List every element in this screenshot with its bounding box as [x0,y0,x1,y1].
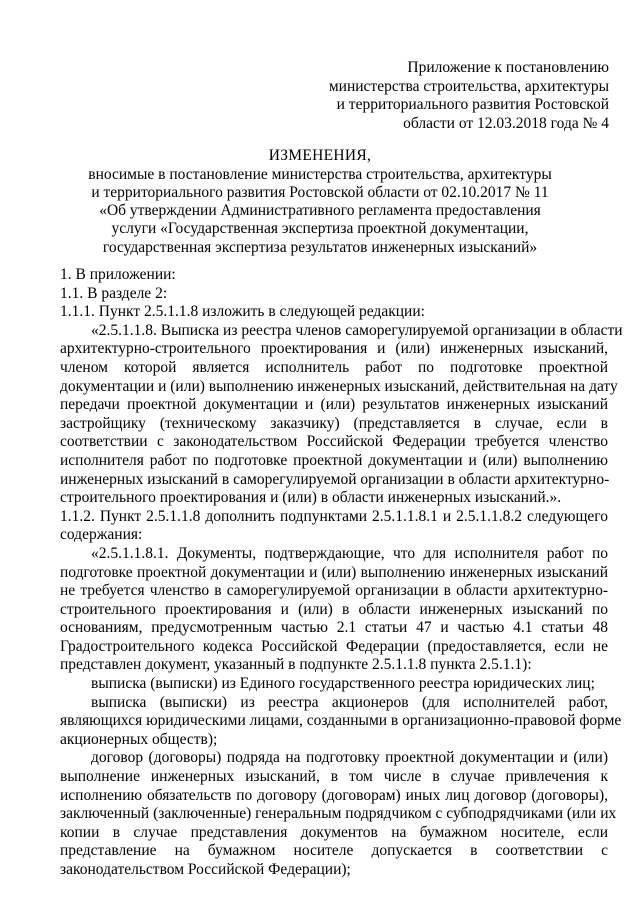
paragraph-line: заключенный (заключенные) генеральным подрядчиком с субподрядчиками (или их [60,805,617,823]
paragraph-line: являющихся юридическими лицами, созданными в организационно-правовой форме [60,712,622,730]
paragraph-line: соответствии с законодательством Российской Федерации требуется членство [60,433,608,451]
paragraph-line: застройщику (техническому заказчику) (представляется в случае, если в [60,414,608,432]
document-subtitle [60,166,580,257]
header-line: министерства строительства, архитектуры [328,77,609,95]
paragraph-line: основаниям, предусмотренным частью 2.1 статьи 47 и частью 4.1 статьи 48 [60,619,608,637]
paragraph-line: исполнению обязательств по договору (договорам) иных лиц договор (договоры), [60,786,608,804]
paragraph-line: копии в случае представления документов на бумажном носителе, если [60,823,608,841]
document-title-block [60,147,580,257]
paragraph-line: архитектурно-строительного проектирования и (или) инженерных изысканий, [60,340,608,358]
paragraph-line: не требуется членство в саморегулируемой организации в области архитектурно- [60,582,608,600]
paragraph-line: представлен документ, указанный в подпункте 2.5.1.1.8 пункта 2.5.1.1): [60,656,532,674]
paragraph-line: содержания: [60,526,143,544]
paragraph-line: «2.5.1.1.8.1. Документы, подтверждающие, что для исполнителя работ по [91,544,608,562]
document-body [60,266,623,880]
amendment-text-paragraph [60,321,623,508]
subtitle-line: услуги «Государственная экспертиза проектной документации, [111,220,529,238]
paragraph-line: 1.1.2. Пункт 2.5.1.1.8 дополнить подпунктами 2.5.1.1.8.1 и 2.5.1.1.8.2 следующего [60,507,608,525]
paragraph-line: договор (договоры) подряда на подготовку проектной документации и (или) [91,749,608,767]
paragraph-line: «2.5.1.1.8. Выписка из реестра членов саморегулируемой организации в области [91,321,623,339]
appendix-header [309,59,609,133]
document-title: ИЗМЕНЕНИЯ, [268,147,372,164]
header-line: и территориального развития Ростовской [336,96,609,113]
paragraph-line: передачи проектной документации и (или) результатов инженерных изысканий [60,396,608,414]
paragraph-line: акционерных обществ); [60,730,218,748]
paragraph-line: выписка (выписки) из реестра акционеров (для исполнителей работ, [91,693,608,711]
paragraph-line: членом которой является исполнитель работ по подготовке проектной [60,358,608,376]
list-paragraph [60,675,608,694]
subtitle-line: и территориального развития Ростовской области от 02.10.2017 № 11 [91,183,549,201]
paragraph-line: выписка (выписки) из Единого государственного реестра юридических лиц; [91,675,595,693]
paragraph-line: выполнение инженерных изысканий, в том числе в случае привлечения к [60,768,608,786]
subtitle-line: государственная экспертиза результатов инженерных изысканий» [102,238,538,256]
list-paragraph [60,749,617,879]
paragraph-line: строительного проектирования и (или) в области инженерных изысканий.». [60,489,562,507]
amendment-item-paragraph [60,508,608,545]
header-line: Приложение к постановлению [407,59,609,76]
amendment-item: 1.1.1. Пункт 2.5.1.1.8 изложить в следующей редакции: [60,303,425,321]
paragraph-line: представление на бумажном носителе допускается в соответствии с [60,842,608,860]
subsection-heading: 1.1. В разделе 2: [60,284,168,302]
paragraph-line: инженерных изысканий в саморегулируемой организации в области архитектурно- [60,470,610,488]
list-paragraph [60,693,622,750]
paragraph-line: исполнителя работ по подготовке проектной документации и (или) выполнению [60,451,608,469]
paragraph-line: подготовке проектной документации и (или) выполнению инженерных изысканий [60,563,608,581]
paragraph-line: строительного проектирования и (или) в области инженерных изысканий по [60,600,608,618]
paragraph-line: законодательством Российской Федерации); [60,861,351,878]
subtitle-line: «Об утверждении Административного регламента предоставления [99,202,541,220]
paragraph-line: Градостроительного кодекса Российской Федерации (предоставляется, если не [60,637,608,655]
paragraph-line: документации и (или) выполнению инженерных изысканий, действительная на дату [60,377,618,395]
amendment-text-paragraph [60,545,608,675]
header-line: области от 12.03.2018 года № 4 [403,114,609,132]
subtitle-line: вносимые в постановление министерства строительства, архитектуры [88,165,552,183]
section-heading: 1. В приложении: [60,266,176,283]
